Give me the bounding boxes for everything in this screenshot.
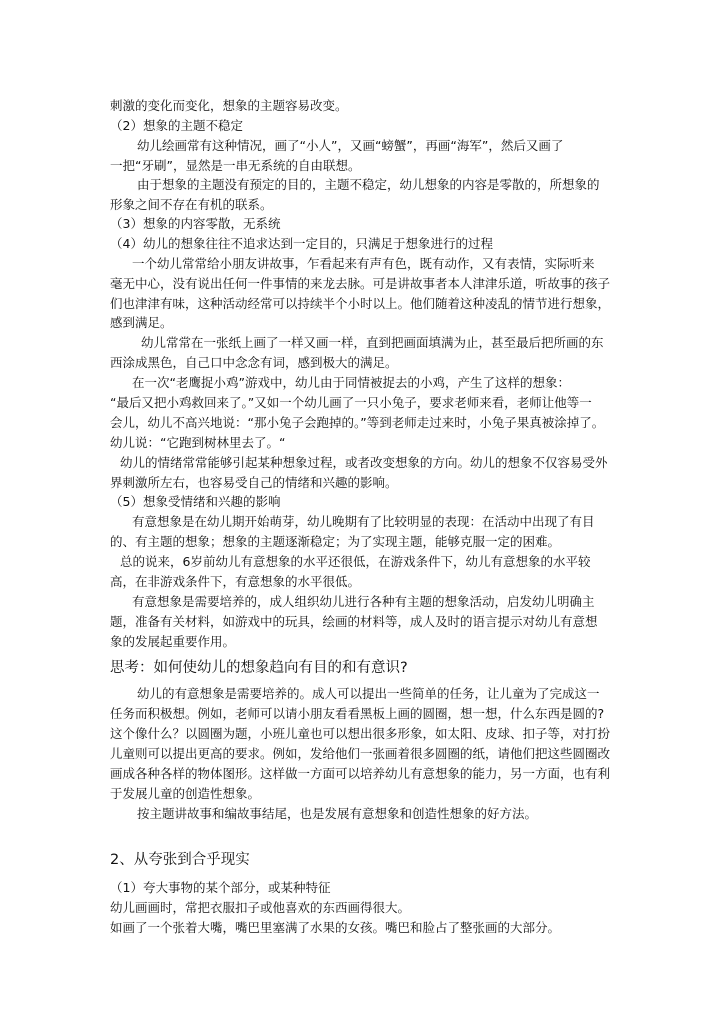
text-line: 儿童则可以提出更高的要求。例如，发给他们一张画着很多圆圈的纸，请他们把这些圆圈改 (110, 746, 611, 761)
subheading: （2）想象的主题不稳定 (110, 118, 243, 133)
text-line: 高，在非游戏条件下，有意想象的水平很低。 (110, 574, 361, 589)
text-line: 题，准备有关材料，如游戏中的玩具，绘画的材料等，成人及时的语言提示对幼儿有意想 (110, 614, 598, 629)
text-line: 一把“牙刷”，显然是一串无系统的自由联想。 (110, 158, 361, 173)
text-line: 毫无中心，没有说出任何一件事情的来龙去脉。可是讲故事者本人津津乐道，听故事的孩子 (110, 276, 611, 291)
text-line: “最后又把小鸡救回来了。”又如一个幼儿画了一只小兔子，要求老师来看，老师让他等一 (110, 395, 592, 410)
text-line: 在一次“老鹰捉小鸡”游戏中，幼儿由于同情被捉去的小鸡，产生了这样的想象： (132, 375, 570, 390)
text-line: 一个幼儿常常给小朋友讲故事，乍看起来有声有色，既有动作，又有表情，实际听来 (132, 256, 595, 271)
text-line: 会儿，幼儿不高兴地说：“那小兔子会跑掉的。”等到老师走过来时，小兔子果真被涂掉了。 (110, 415, 605, 430)
text-line: 幼儿绘画常有这种情况，画了“小人”，又画“螃蟹”，再画“海军”，然后又画了 (137, 138, 564, 153)
text-line: 象的发展起重要作用。 (110, 634, 236, 649)
text-line: 幼儿常常在一张纸上画了一样又画一样，直到把画面填满为止，甚至最后把所画的东 (141, 335, 604, 350)
subheading: （1）夸大事物的某个部分，或某种特征 (110, 880, 331, 895)
text-line: 刺激的变化而变化，想象的主题容易改变。 (110, 98, 348, 113)
text-line: 们也津津有味，这种活动经常可以持续半个小时以上。他们随着这种凌乱的情节进行想象， (110, 296, 611, 311)
text-line: 幼儿的有意想象是需要培养的。成人可以提出一些简单的任务，让儿童为了完成这一 (137, 686, 600, 701)
subheading: （4）幼儿的想象往往不追求达到一定目的，只满足于想象进行的过程 (110, 236, 493, 251)
text-line: 由于想象的主题没有预定的目的，主题不稳定，幼儿想象的内容是零散的，所想象的 (137, 177, 600, 192)
think-question-heading: 思考：如何使幼儿的想象趋向有目的和有意识? (110, 660, 408, 676)
text-line: 于发展儿童的创造性想象。 (110, 786, 261, 801)
text-line: 的、有主题的想象；想象的主题逐渐稳定；为了实现主题，能够克服一定的困难。 (110, 534, 561, 549)
section-heading: 2、从夸张到合乎现实 (110, 852, 250, 868)
text-line: 总的说来，6岁前幼儿有意想象的水平还很低，在游戏条件下，幼儿有意想象的水平较 (120, 554, 591, 569)
text-line: 有意想象是在幼儿期开始萌芽，幼儿晚期有了比较明显的表现：在活动中出现了有目 (132, 514, 595, 529)
subheading: （5）想象受情绪和兴趣的影响 (110, 494, 281, 509)
text-line: 画成各种各样的物体图形。这样做一方面可以培养幼儿有意想象的能力，另一方面，也有利 (110, 766, 611, 781)
text-line: 如画了一个张着大嘴，嘴巴里塞满了水果的女孩。嘴巴和脸占了整张画的大部分。 (110, 920, 561, 935)
subheading: （3）想象的内容零散，无系统 (110, 216, 281, 231)
text-line: 西涂成黑色，自己口中念念有词，感到极大的满足。 (110, 355, 398, 370)
text-line: 界刺激所左右，也容易受自己的情绪和兴趣的影响。 (110, 475, 398, 490)
text-line: 任务而积极想。例如，老师可以请小朋友看看黑板上画的圆圈，想一想，什么东西是圆的? (110, 706, 605, 721)
text-line: 有意想象是需要培养的，成人组织幼儿进行各种有主题的想象活动，启发幼儿明确主 (132, 594, 595, 609)
text-line: 幼儿的情绪常常能够引起某种想象过程，或者改变想象的方向。幼儿的想象不仅容易受外 (120, 455, 608, 470)
text-line: 形象之间不存在有机的联系。 (110, 197, 273, 212)
text-line: 幼儿说：“它跑到树林里去了。“ (110, 435, 286, 450)
text-line: 幼儿画画时，常把衣服扣子或他喜欢的东西画得很大。 (110, 900, 411, 915)
text-line: 按主题讲故事和编故事结尾，也是发展有意想象和创造性想象的好方法。 (137, 806, 538, 821)
text-line: 感到满足。 (110, 315, 173, 330)
text-line: 这个像什么？以圆圈为题，小班儿童也可以想出很多形象，如太阳、皮球、扣子等，对打扮 (110, 726, 611, 741)
